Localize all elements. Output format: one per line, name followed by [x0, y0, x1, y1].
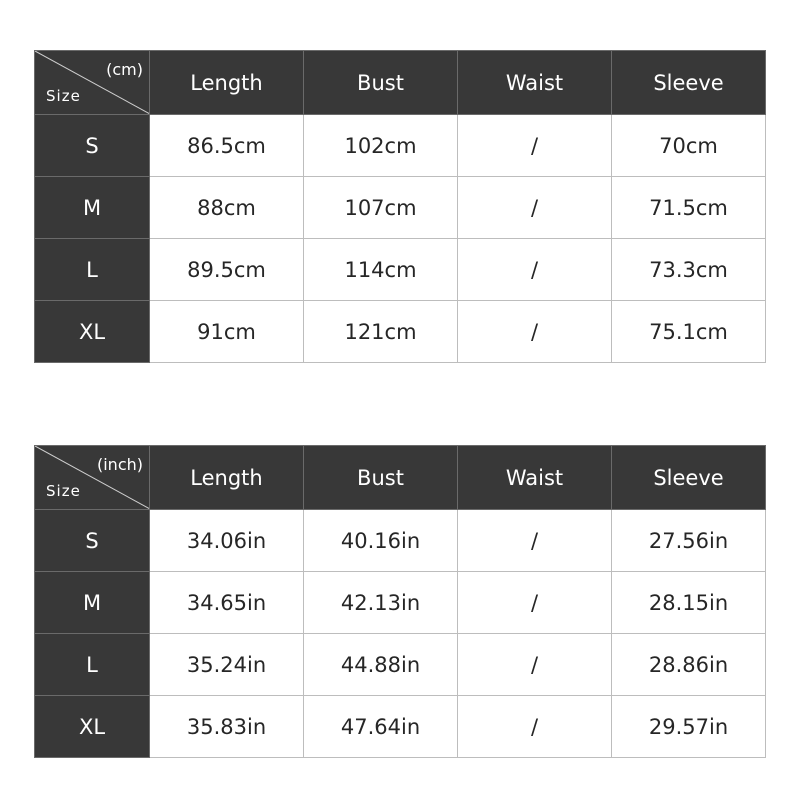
length-cell: 89.5cm: [150, 239, 304, 301]
column-header-waist: Waist: [458, 446, 612, 510]
header-row: [35, 446, 766, 510]
waist-cell: /: [458, 177, 612, 239]
bust-cell: 47.64in: [304, 696, 458, 758]
length-cell: 91cm: [150, 301, 304, 363]
waist-cell: /: [458, 572, 612, 634]
bust-cell: 107cm: [304, 177, 458, 239]
column-header-waist: Waist: [458, 51, 612, 115]
length-cell: 86.5cm: [150, 115, 304, 177]
sleeve-cell: 28.86in: [612, 634, 766, 696]
length-cell: 34.65in: [150, 572, 304, 634]
waist-cell: /: [458, 696, 612, 758]
bust-cell: 121cm: [304, 301, 458, 363]
bust-cell: 102cm: [304, 115, 458, 177]
sleeve-cell: 28.15in: [612, 572, 766, 634]
table-row: [35, 696, 766, 758]
length-cell: 35.83in: [150, 696, 304, 758]
bust-cell: 40.16in: [304, 510, 458, 572]
size-cell: L: [35, 239, 150, 301]
size-axis-label: Size: [46, 87, 81, 105]
waist-cell: /: [458, 510, 612, 572]
bust-cell: 114cm: [304, 239, 458, 301]
length-cell: 34.06in: [150, 510, 304, 572]
waist-cell: /: [458, 301, 612, 363]
column-header-sleeve: Sleeve: [612, 446, 766, 510]
bust-cell: 44.88in: [304, 634, 458, 696]
column-header-length: Length: [150, 446, 304, 510]
table-row: [35, 239, 766, 301]
size-table-cm: [34, 50, 766, 363]
size-cell: XL: [35, 301, 150, 363]
column-header-length: Length: [150, 51, 304, 115]
sleeve-cell: 29.57in: [612, 696, 766, 758]
size-cell: S: [35, 510, 150, 572]
size-table-inch: [34, 445, 766, 758]
table-row: [35, 301, 766, 363]
bust-cell: 42.13in: [304, 572, 458, 634]
length-cell: 88cm: [150, 177, 304, 239]
length-cell: 35.24in: [150, 634, 304, 696]
table-row: [35, 177, 766, 239]
column-header-bust: Bust: [304, 51, 458, 115]
waist-cell: /: [458, 115, 612, 177]
sleeve-cell: 75.1cm: [612, 301, 766, 363]
sleeve-cell: 27.56in: [612, 510, 766, 572]
unit-label: (cm): [106, 60, 143, 79]
table-row: [35, 572, 766, 634]
table-row: [35, 634, 766, 696]
size-cell: M: [35, 177, 150, 239]
unit-label: (inch): [96, 455, 143, 474]
size-axis-label: Size: [46, 482, 81, 500]
table-row: [35, 115, 766, 177]
corner-cell: [35, 446, 150, 510]
size-cell: XL: [35, 696, 150, 758]
sleeve-cell: 71.5cm: [612, 177, 766, 239]
sleeve-cell: 70cm: [612, 115, 766, 177]
column-header-bust: Bust: [304, 446, 458, 510]
header-row: [35, 51, 766, 115]
sleeve-cell: 73.3cm: [612, 239, 766, 301]
column-header-sleeve: Sleeve: [612, 51, 766, 115]
size-cell: M: [35, 572, 150, 634]
table-row: [35, 510, 766, 572]
waist-cell: /: [458, 239, 612, 301]
waist-cell: /: [458, 634, 612, 696]
corner-cell: [35, 51, 150, 115]
size-cell: S: [35, 115, 150, 177]
size-cell: L: [35, 634, 150, 696]
